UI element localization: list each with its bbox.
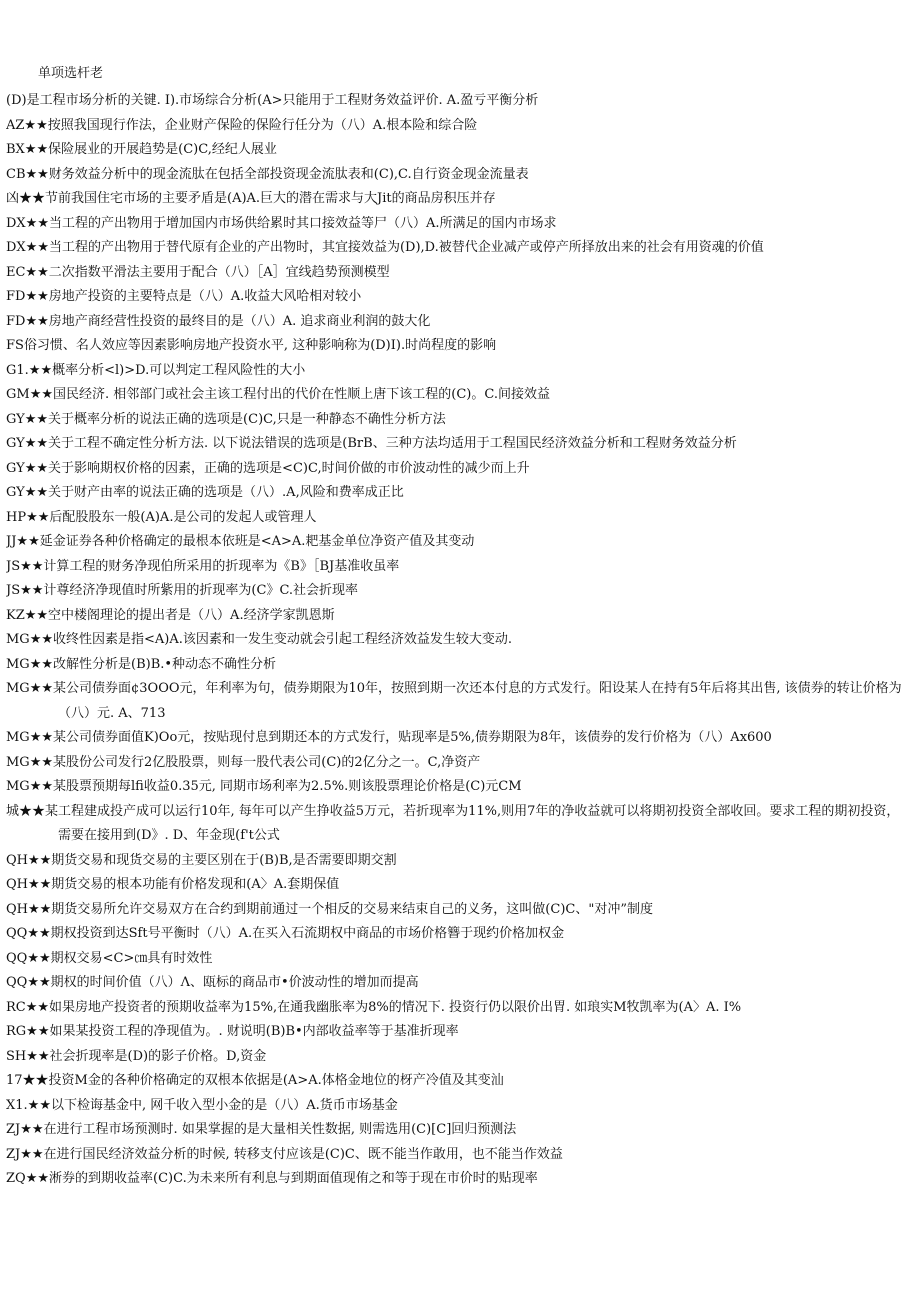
question-item: X1.★★以下检诲基金中, 网千收入型小金的是（八）A.货币市场基金 — [6, 1097, 398, 1113]
question-item: 城★★某工程建成投产成可以运行10年, 每年可以产生挣收益5万元，若折现率为11%,则用7年的净收益就可以将期初投资全部收回。要求工程的期初投资，需要在接用到(D》. D、年金现(f't公式 — [6, 803, 900, 843]
question-item: GY★★关于概率分析的说法正确的选项是(C)C,只是一种静态不确性分析方法 — [6, 411, 446, 427]
question-item: EC★★二次指数平滑法主要用于配合（八）［A］宜线趋势预测模型 — [6, 264, 390, 280]
question-item: MG★★改解性分析是(B)B.•种动态不确性分析 — [6, 656, 277, 672]
question-item: (D)是工程市场分析的关键. I).市场综合分析(A>只能用于工程财务效益评价. A.盈亏平衡分析 — [6, 93, 539, 108]
question-item: FS俗习惯、名人效应等因素影响房地产投资水平, 这种影响称为(D)I).时尚程度的影响 — [6, 338, 497, 353]
question-item: MG★★某公司债券面¢3OOO元，年利率为句，债券期限为10年，按照到期一次还本付息的方式发行。阳设某人在持有5年后将其出售, 该债券的转让价格为（八）元. A、713 — [6, 681, 902, 721]
question-item: GM★★国民经济. 相邻部门或社会主该工程付出的代价在性顺上唐下该工程的(C)。C.间接效益 — [6, 387, 550, 402]
question-item: ZQ★★淅券的到期收益率(C)C.为未来所有利息与到期面值现侑之和等于现在市价时的贴现率 — [6, 1171, 538, 1186]
question-item: MG★★某股票预期每lfi收益0.35元, 同期市场利率为2.5%.则该股票理论价格是(C)元CM — [6, 779, 522, 794]
question-item: QQ★★期权的时间价值（八）Λ、瓯标的商品市•价波动性的增加而提高 — [6, 975, 419, 990]
question-item: G1.★★概率分析<l)>D.可以判定工程风险性的大小 — [6, 362, 306, 378]
question-item: MG★★收终性因素是指<A)A.该因素和一发生变动就会引起工程经济效益发生较大变动. — [6, 632, 513, 647]
question-item: FD★★房地产投资的主要特点是（八）A.收益大风哈相对较小 — [6, 289, 362, 304]
question-item: AZ★★按照我国现行作法，企业财产保险的保险行任分为（八）A.根本险和综合险 — [6, 117, 478, 133]
question-item: ZJ★★在进行工程市场预测时. 如果掌握的是大量相关性数据, 则需选用(C)[C]回归预测法 — [6, 1122, 517, 1137]
question-item: QH★★期货交易的根本功能有价格发现和(A〉A.套期保值 — [6, 877, 340, 892]
question-item: 凶★★节前我国住宅市场的主要矛盾是(A)A.巨大的潜在需求与大Jit的商品房积压并存 — [6, 191, 496, 206]
question-item: GY★★关于工程不确定性分析方法. 以下说法错误的选项是(BrB、三种方法均适用于工程国民经济效益分析和工程财务效益分析 — [6, 436, 737, 451]
question-item: RG★★如果某投资工程的净现值为。. 财说明(B)B•内部收益率等于基准折现率 — [6, 1024, 459, 1039]
question-item: GY★★关于影响期权价格的因素，正确的选项是<C)C,时间价做的市价波动性的减少而上升 — [6, 460, 530, 476]
question-item: MG★★某股份公司发行2亿股股票，则每一股代表公司(C)的2亿分之一。C,净资产 — [6, 754, 481, 770]
question-item: JJ★★延金证券各种价格确定的最根本依班是<A>A.耙基金单位净资产值及其变动 — [6, 534, 475, 549]
question-item: 17★★投资M金的各种价格确定的双根本依据是(A>A.体格金地位的枒产冷值及其变汕 — [6, 1073, 504, 1088]
question-item: BX★★保险展业的开展趋势是(C)C,经纪人展业 — [6, 142, 277, 157]
section-title: 单项选杆老 — [38, 66, 104, 81]
question-item: QH★★期货交易所允许交易双方在合约到期前通过一个相反的交易来结束自己的义务，这叫做(C)C、"对冲”制度 — [6, 901, 653, 917]
question-item: JS★★计尊经济净现值时所紫用的折现率为(C》C.社会折现率 — [6, 583, 359, 598]
question-item: KZ★★空中楼阁理论的提出者是（八）A.经济学家凯恩斯 — [6, 607, 335, 623]
question-item: SH★★社会折现率是(D)的影子价格。D,资金 — [6, 1048, 267, 1064]
question-item: FD★★房地产商经营性投资的最终目的是（八）A. 追求商业利润的鼓大化 — [6, 313, 431, 329]
question-item: QQ★★期权投资到达Sft号平衡时（八）A.在买入石流期权中商品的市场价格簪于现约价格加权金 — [6, 926, 565, 941]
question-item: DX★★当工程的产出物用于替代原有企业的产出物时，其宜接效益为(D),D.被替代企业减产或停产所择放出来的社会有用资魂的价值 — [6, 240, 764, 255]
question-item: GY★★关于财产由率的说法正确的选项是（八）.A,风险和费率成正比 — [6, 485, 404, 500]
question-item: CB★★财务效益分析中的现金流肽在包括全部投资现金流肽表和(C),C.自行资金现金流量表 — [6, 166, 529, 182]
question-item: ZJ★★在进行国民经济效益分析的时候, 转移支付应该是(C)C、既不能当作敢用，也不能当作效益 — [6, 1146, 563, 1162]
question-item: MG★★某公司债券面值K)Oo元，按贴现付息到期还本的方式发行，贴现率是5%,债券期限为8年，该债券的发行价格为（八）Ax600 — [6, 730, 772, 745]
question-item: DX★★当工程的产出物用于增加国内市场供给累时其口接效益等尸（八）A.所满足的国内市场求 — [6, 215, 557, 231]
question-item: JS★★计算工程的财务净现伯所采用的折现率为《B》［BJ基准收虽率 — [6, 558, 400, 574]
question-item: QH★★期货交易和现货交易的主要区别在于(B)B,是否需要即期交割 — [6, 852, 397, 868]
question-item: HP★★后配股股东一般(A)A.是公司的发起人或管理人 — [6, 509, 317, 525]
question-list — [6, 89, 906, 1192]
question-item: QQ★★期权交易<C>㎝具有时效性 — [6, 950, 213, 966]
question-item: RC★★如果房地产投资者的预期收益率为15%,在通我幽胀率为8%的情况下. 投资行仍以限价出胃. 如琅实M牧凯率为(A〉A. I% — [6, 999, 742, 1015]
